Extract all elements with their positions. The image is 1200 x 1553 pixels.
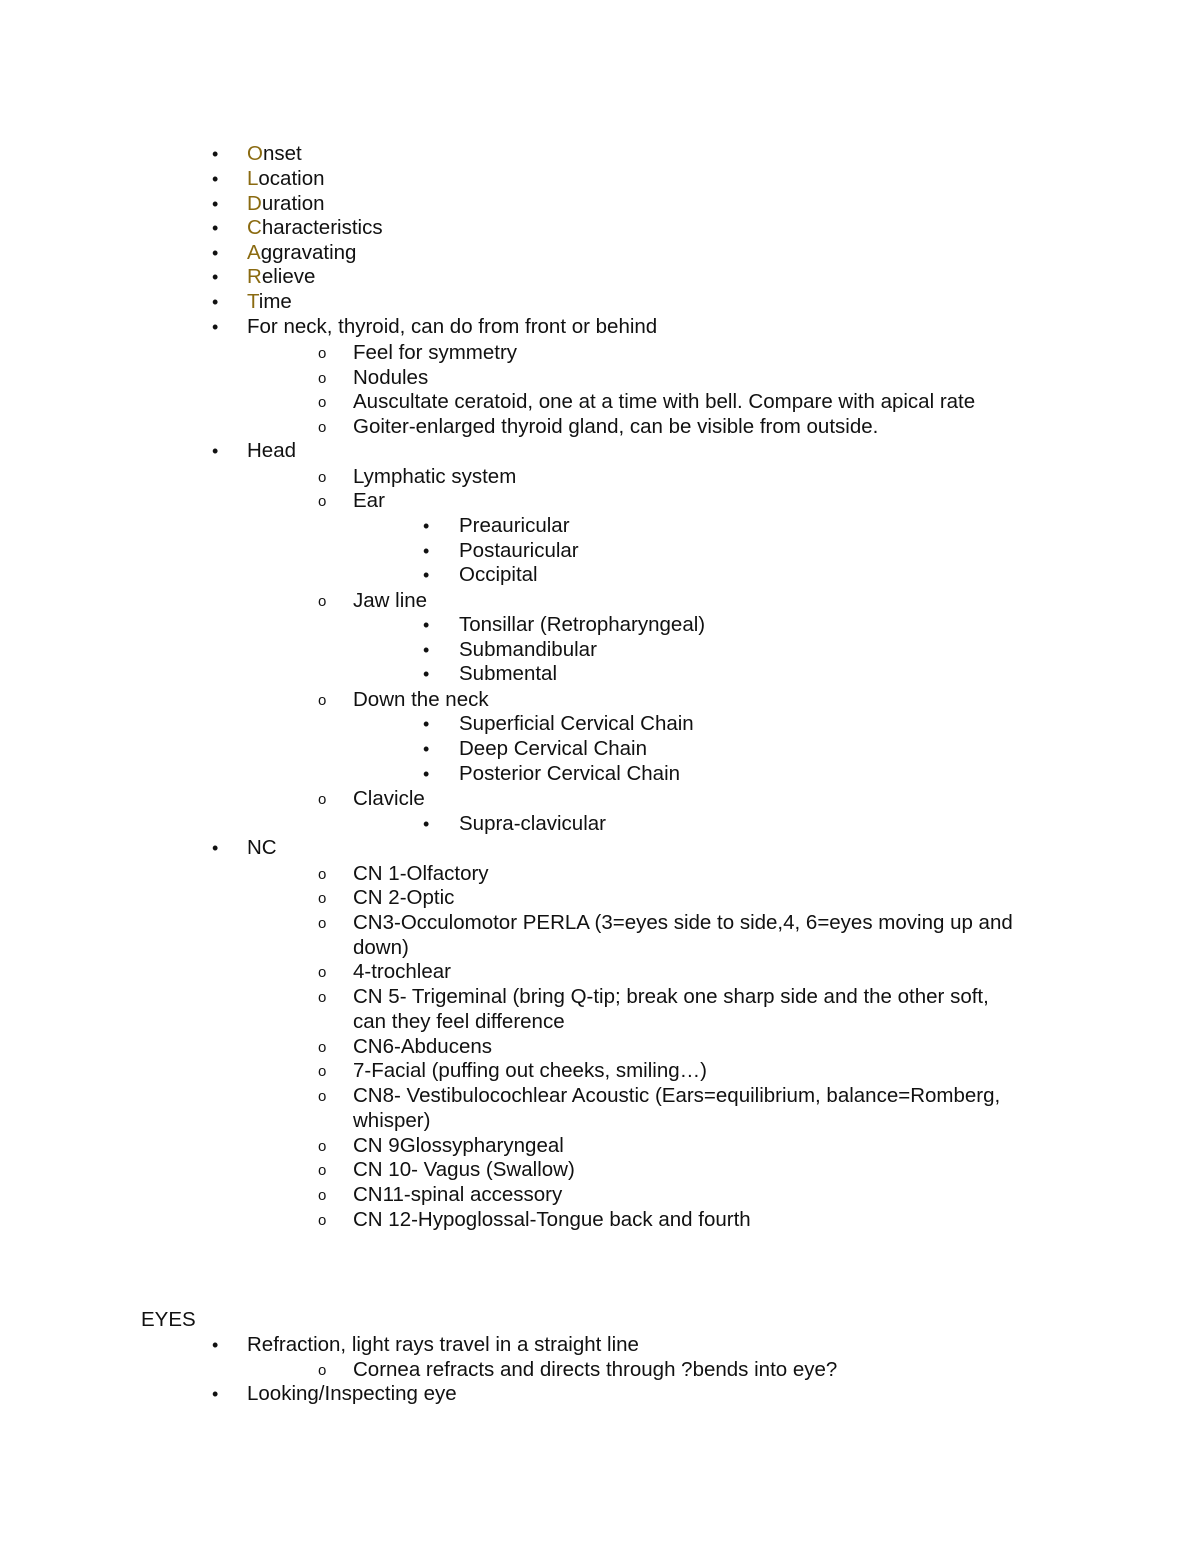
circle-bullet: o xyxy=(318,345,327,362)
bullet: • xyxy=(212,144,219,164)
section-title: NC xyxy=(247,836,277,859)
circle-bullet: o xyxy=(318,1138,327,1155)
list-item-continuation: can they feel difference xyxy=(353,1010,565,1033)
bullet: • xyxy=(212,317,219,337)
list-item: CN 12-Hypoglossal-Tongue back and fourth xyxy=(353,1208,751,1231)
bullet: • xyxy=(423,764,430,784)
list-item: Deep Cervical Chain xyxy=(459,737,648,760)
list-item: CN6-Abducens xyxy=(353,1035,493,1058)
list-item: Superficial Cervical Chain xyxy=(459,712,694,735)
bullet: • xyxy=(423,714,430,734)
bullet: • xyxy=(423,640,430,660)
list-item: Ear xyxy=(353,489,385,512)
list-item: Feel for symmetry xyxy=(353,341,518,364)
circle-bullet: o xyxy=(318,791,327,808)
bullet: • xyxy=(423,739,430,759)
list-item: Auscultate ceratoid, one at a time with bell. Compare with apical rate xyxy=(353,390,976,413)
circle-bullet: o xyxy=(318,989,327,1006)
bullet: • xyxy=(423,814,430,834)
list-item: CN 5- Trigeminal (bring Q-tip; break one sharp side and the other soft, xyxy=(353,985,989,1008)
bullet: • xyxy=(423,565,430,585)
list-item: CN 2-Optic xyxy=(353,886,455,909)
circle-bullet: o xyxy=(318,692,327,709)
section-heading: EYES xyxy=(141,1308,196,1331)
list-item: Duration xyxy=(247,192,325,215)
circle-bullet: o xyxy=(318,964,327,981)
list-item: Supra-clavicular xyxy=(459,812,606,835)
circle-bullet: o xyxy=(318,419,327,436)
list-item: CN11-spinal accessory xyxy=(353,1183,563,1206)
list-item: Cornea refracts and directs through ?bends into eye? xyxy=(353,1358,838,1381)
list-item: Nodules xyxy=(353,366,429,389)
bullet: • xyxy=(423,615,430,635)
circle-bullet: o xyxy=(318,915,327,932)
list-item: Preauricular xyxy=(459,514,570,537)
bullet: • xyxy=(423,516,430,536)
list-item: Onset xyxy=(247,142,302,165)
list-item: Submental xyxy=(459,662,558,685)
circle-bullet: o xyxy=(318,1362,327,1379)
bullet: • xyxy=(212,218,219,238)
list-item: CN 10- Vagus (Swallow) xyxy=(353,1158,575,1181)
bullet: • xyxy=(212,292,219,312)
circle-bullet: o xyxy=(318,890,327,907)
list-item: Lymphatic system xyxy=(353,465,517,488)
circle-bullet: o xyxy=(318,394,327,411)
list-item: Characteristics xyxy=(247,216,383,239)
bullet: • xyxy=(212,169,219,189)
bullet: • xyxy=(212,194,219,214)
circle-bullet: o xyxy=(318,1088,327,1105)
list-item: Posterior Cervical Chain xyxy=(459,762,681,785)
list-item: Goiter-enlarged thyroid gland, can be visible from outside. xyxy=(353,415,879,438)
list-item: CN3-Occulomotor PERLA (3=eyes side to side,4, 6=eyes moving up and xyxy=(353,911,1013,934)
bullet: • xyxy=(212,838,219,858)
list-item: Down the neck xyxy=(353,688,489,711)
list-item: Refraction, light rays travel in a straight line xyxy=(247,1333,639,1356)
list-item: CN8- Vestibulocochlear Acoustic (Ears=equilibrium, balance=Romberg, xyxy=(353,1084,1001,1107)
circle-bullet: o xyxy=(318,1063,327,1080)
circle-bullet: o xyxy=(318,1162,327,1179)
circle-bullet: o xyxy=(318,1187,327,1204)
circle-bullet: o xyxy=(318,1212,327,1229)
circle-bullet: o xyxy=(318,1039,327,1056)
list-item: Clavicle xyxy=(353,787,425,810)
list-item-continuation: down) xyxy=(353,936,409,959)
list-item: CN 1-Olfactory xyxy=(353,862,489,885)
list-item: Jaw line xyxy=(353,589,428,612)
list-item: CN 9Glossypharyngeal xyxy=(353,1134,564,1157)
list-item: Relieve xyxy=(247,265,316,288)
circle-bullet: o xyxy=(318,493,327,510)
section-title: Head xyxy=(247,439,297,462)
bullet: • xyxy=(212,1335,219,1355)
list-item: 4-trochlear xyxy=(353,960,451,983)
list-item-continuation: whisper) xyxy=(353,1109,431,1132)
section-title: For neck, thyroid, can do from front or behind xyxy=(247,315,658,338)
list-item: Time xyxy=(247,290,292,313)
circle-bullet: o xyxy=(318,469,327,486)
list-item: Occipital xyxy=(459,563,538,586)
list-item: Aggravating xyxy=(247,241,357,264)
bullet: • xyxy=(423,664,430,684)
list-item: 7-Facial (puffing out cheeks, smiling…) xyxy=(353,1059,707,1082)
circle-bullet: o xyxy=(318,593,327,610)
circle-bullet: o xyxy=(318,370,327,387)
bullet: • xyxy=(212,1384,219,1404)
bullet: • xyxy=(212,267,219,287)
circle-bullet: o xyxy=(318,866,327,883)
list-item: Location xyxy=(247,167,325,190)
bullet: • xyxy=(423,541,430,561)
list-item: Submandibular xyxy=(459,638,597,661)
bullet: • xyxy=(212,243,219,263)
list-item: Looking/Inspecting eye xyxy=(247,1382,457,1405)
list-item: Postauricular xyxy=(459,539,579,562)
list-item: Tonsillar (Retropharyngeal) xyxy=(459,613,706,636)
bullet: • xyxy=(212,441,219,461)
